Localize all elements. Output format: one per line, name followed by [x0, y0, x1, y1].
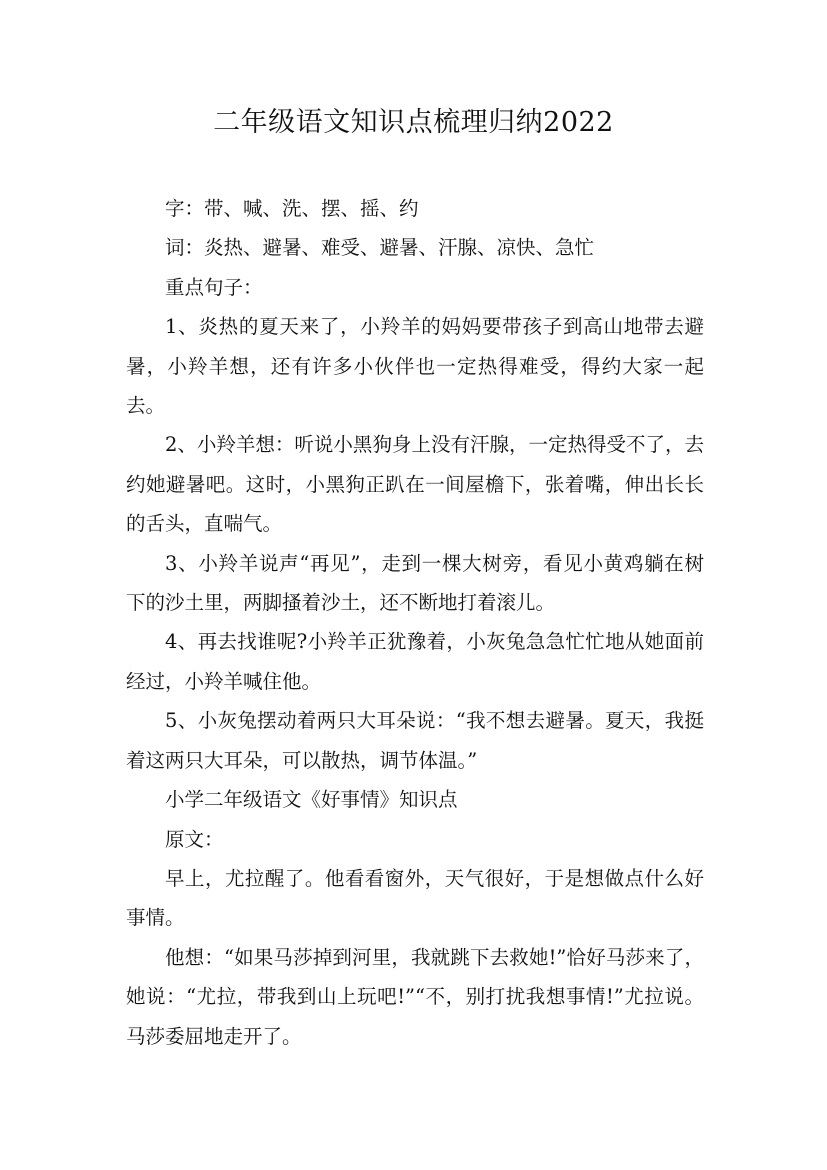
paragraph-sentence-1: 1、炎热的夏天来了，小羚羊的妈妈要带孩子到高山地带去避暑，小羚羊想，还有许多小伙伴也一定热得难受，得约大家一起去。: [126, 315, 704, 418]
paragraph-sentence-4: 4、再去找谁呢?小羚羊正犹豫着，小灰兔急急忙忙地从她面前经过，小羚羊喊住他。: [126, 630, 704, 693]
paragraph-sentence-2: 2、小羚羊想：听说小黑狗身上没有汗腺，一定热得受不了，去约她避暑吧。这时，小黑狗正趴在一间屋檐下，张着嘴，伸出长长的舌头，直喘气。: [126, 433, 704, 536]
paragraph-sentence-3: 3、小羚羊说声“再见”，走到一棵大树旁，看见小黄鸡躺在树下的沙土里，两脚搔着沙土，还不断地打着滚儿。: [126, 551, 704, 615]
paragraph-sentence-5: 5、小灰兔摆动着两只大耳朵说：“我不想去避暑。夏天，我挺着这两只大耳朵，可以散热，调节体温。”: [126, 709, 704, 772]
paragraph-key-sentences-heading: 重点句子：: [165, 275, 263, 299]
paragraph-section-heading: 小学二年级语文《好事情》知识点: [165, 788, 458, 812]
paragraph-original-text-label: 原文：: [165, 827, 224, 851]
paragraph-story-1: 早上，尤拉醒了。他看看窗外，天气很好，于是想做点什么好事情。: [126, 866, 704, 930]
paragraph-characters: 字：带、喊、洗、摆、摇、约: [165, 197, 419, 220]
paragraph-story-2: 他想：“如果马莎掉到河里，我就跳下去救她!”恰好马莎来了，她说：“尤拉，带我到山上玩吧!”“不，别打扰我想事情!”尤拉说。马莎委屈地走开了。: [126, 945, 704, 1048]
document-title: 二年级语文知识点梳理归纳2022: [213, 107, 614, 138]
document-body: [126, 189, 704, 1056]
paragraph-words: 词：炎热、避暑、难受、避暑、汗腺、凉快、急忙: [165, 236, 595, 260]
